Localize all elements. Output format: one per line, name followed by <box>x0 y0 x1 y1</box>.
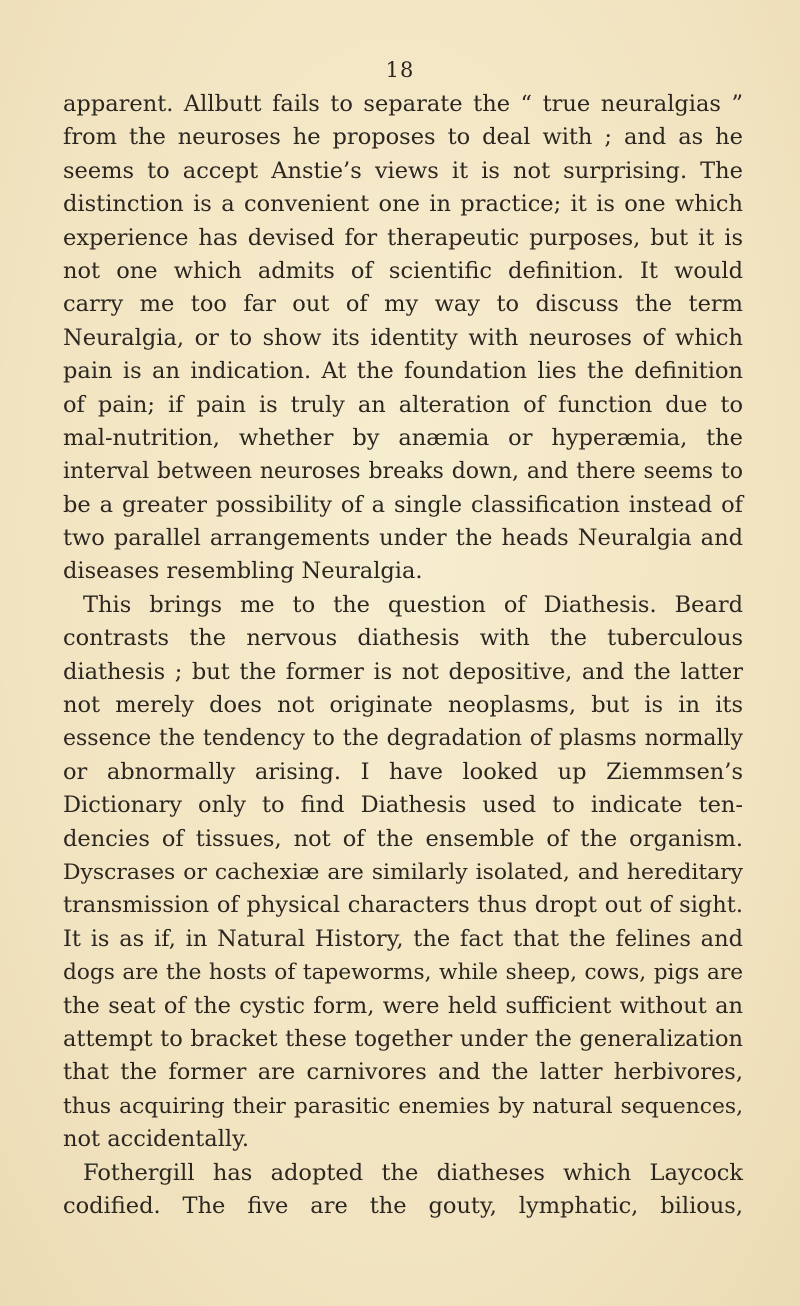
text-line: pain is an indication. At the foundation lies the definition <box>63 358 743 385</box>
text-line: interval between neuroses breaks down, and there seems to <box>63 459 743 485</box>
text-line: Fothergill has adopted the diatheses which Laycock <box>83 1159 743 1186</box>
text-line: that the former are carnivores and the latter herbivores, <box>63 1059 743 1086</box>
text-line: not accidentally. <box>63 1126 249 1153</box>
text-line: not merely does not originate neoplasms, but is in its <box>63 692 743 719</box>
text-line: the seat of the cystic form, were held sufficient without an <box>63 992 743 1019</box>
text-line: apparent. Allbutt fails to separate the “ true neuralgias ” <box>63 91 743 117</box>
text-line: attempt to bracket these together under the generalization <box>63 1025 743 1052</box>
text-line: of pain; if pain is truly an alteration of function due to <box>63 391 743 418</box>
text-line: This brings me to the question of Diathesis. Beard <box>83 591 743 618</box>
text-line: experience has devised for therapeutic purposes, but it is <box>63 224 743 251</box>
text-line: essence the tendency to the degradation of plasms normally <box>63 726 743 752</box>
text-line: It is as if, in Natural History, the fact that the felines and <box>63 925 743 952</box>
page-number: 18 <box>385 58 415 82</box>
text-line: carry me too far out of my way to discuss the term <box>63 291 743 318</box>
text-line: distinction is a convenient one in practice; it is one which <box>63 191 743 218</box>
text-line: or abnormally arising. I have looked up Ziemmsen’s <box>63 758 743 785</box>
text-line: codified. The five are the gouty, lymphatic, bilious, <box>63 1192 743 1219</box>
text-line: seems to accept Anstie’s views it is not surprising. The <box>63 157 743 184</box>
body-text <box>63 88 743 1223</box>
text-line: from the neuroses he proposes to deal with ; and as he <box>63 124 743 151</box>
text-line: contrasts the nervous diathesis with the tuberculous <box>63 625 743 652</box>
text-line: thus acquiring their parasitic enemies by natural sequences, <box>63 1093 743 1119</box>
text-line: mal-nutrition, whether by anæmia or hyperæmia, the <box>63 424 743 451</box>
text-line: dogs are the hosts of tapeworms, while sheep, cows, pigs are <box>63 960 743 986</box>
text-line: Neuralgia, or to show its identity with neuroses of which <box>63 324 743 351</box>
text-line: Dictionary only to find Diathesis used to indicate ten- <box>63 792 743 819</box>
text-line: not one which admits of scientific definition. It would <box>63 257 743 284</box>
text-line: diseases resembling Neuralgia. <box>63 558 423 585</box>
text-line: be a greater possibility of a single classification instead of <box>63 491 743 518</box>
text-line: dencies of tissues, not of the ensemble of the organism. <box>63 825 743 852</box>
text-line: Dyscrases or cachexiæ are similarly isolated, and hereditary <box>63 859 743 885</box>
text-line: diathesis ; but the former is not depositive, and the latter <box>63 658 743 685</box>
text-line: transmission of physical characters thus dropt out of sight. <box>63 892 743 919</box>
text-line: two parallel arrangements under the heads Neuralgia and <box>63 525 743 552</box>
